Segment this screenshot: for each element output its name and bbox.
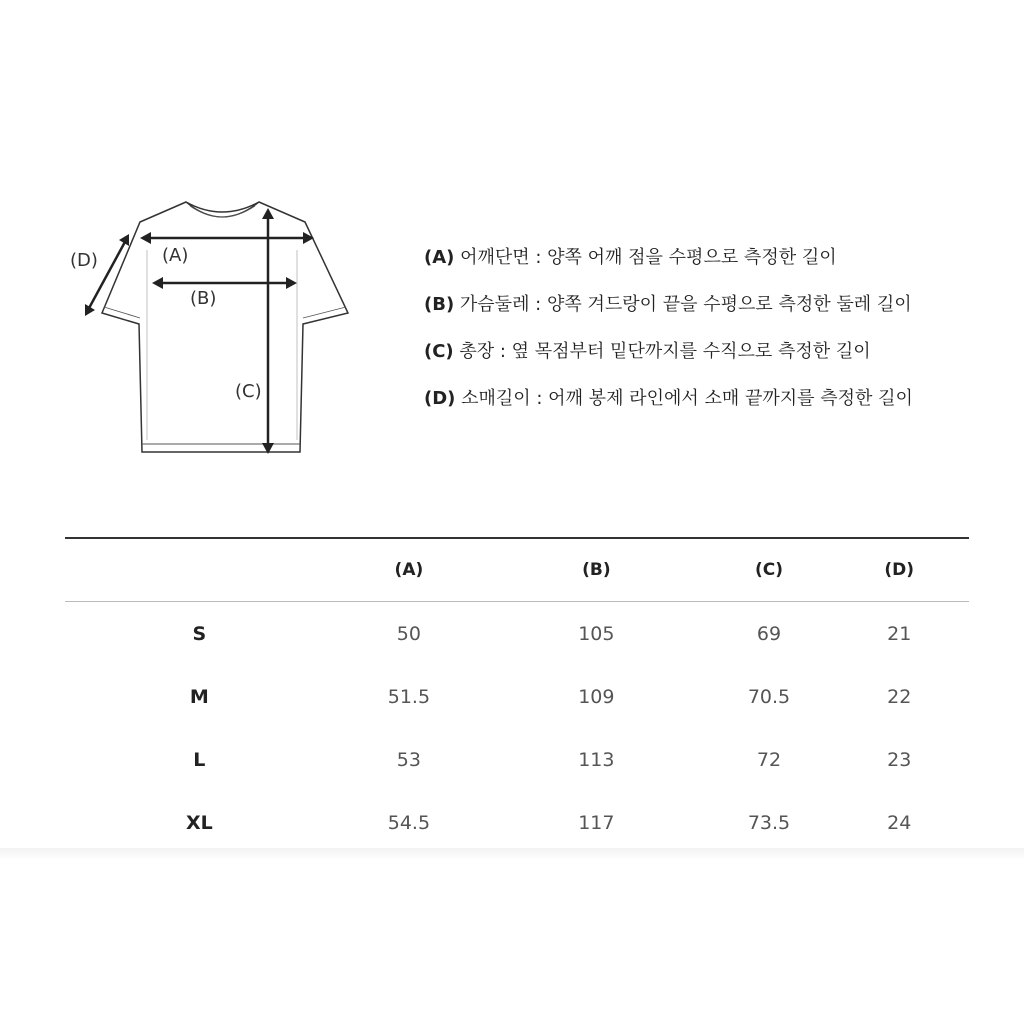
value-cell: 51.5 <box>387 685 431 708</box>
header-c: (C) <box>709 538 830 602</box>
value-cell: 117 <box>578 811 615 834</box>
header-size <box>65 538 334 602</box>
tshirt-measurement-diagram <box>60 180 380 470</box>
label-d: (D) <box>70 250 98 271</box>
size-cell: M <box>189 685 209 708</box>
measurement-legend <box>424 240 1004 428</box>
size-cell: L <box>193 748 206 771</box>
value-cell: 113 <box>578 748 615 771</box>
value-cell: 109 <box>578 685 615 708</box>
header-b: (B) <box>484 538 708 602</box>
bottom-divider <box>0 848 1024 860</box>
header-d: (D) <box>829 538 969 602</box>
legend-item-d: (D) 소매길이 : 어깨 봉제 라인에서 소매 끝까지를 측정한 길이 <box>424 388 913 409</box>
value-cell: 21 <box>887 622 912 645</box>
value-cell: 54.5 <box>387 811 431 834</box>
label-c: (C) <box>235 381 262 402</box>
value-cell: 69 <box>756 622 782 645</box>
label-b: (B) <box>190 288 217 309</box>
size-cell: S <box>192 622 207 645</box>
table-row <box>65 791 969 854</box>
legend-item-b: (B) 가슴둘레 : 양쪽 겨드랑이 끝을 수평으로 측정한 둘레 길이 <box>424 294 912 315</box>
legend-item-a: (A) 어깨단면 : 양쪽 어깨 점을 수평으로 측정한 길이 <box>424 247 837 268</box>
size-chart-table <box>65 537 969 854</box>
header-a: (A) <box>334 538 485 602</box>
table-header-row <box>65 538 969 602</box>
value-cell: 24 <box>887 811 912 834</box>
value-cell: 72 <box>756 748 782 771</box>
value-cell: 105 <box>578 622 615 645</box>
value-cell: 23 <box>887 748 912 771</box>
value-cell: 70.5 <box>747 685 791 708</box>
table-row <box>65 602 969 666</box>
table-row <box>65 728 969 791</box>
value-cell: 22 <box>887 685 912 708</box>
value-cell: 50 <box>396 622 421 645</box>
value-cell: 73.5 <box>747 811 791 834</box>
size-cell: XL <box>185 811 213 834</box>
table-row <box>65 665 969 728</box>
value-cell: 53 <box>396 748 421 771</box>
label-a: (A) <box>162 245 189 266</box>
legend-item-c: (C) 총장 : 옆 목점부터 밑단까지를 수직으로 측정한 길이 <box>424 341 871 362</box>
